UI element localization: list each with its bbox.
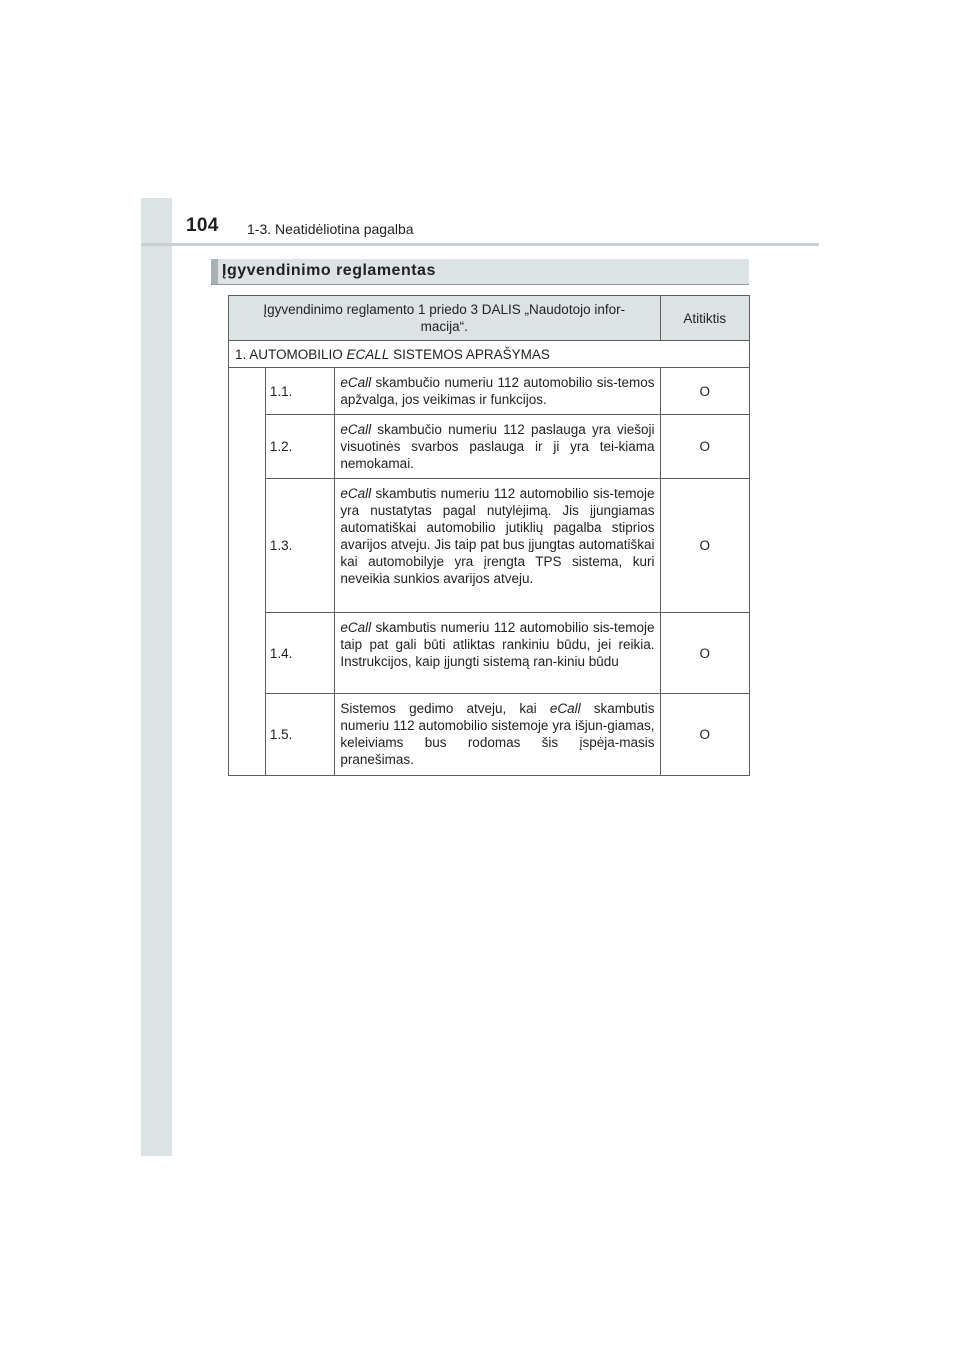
row-compliance-mark: O xyxy=(660,368,750,415)
row-description xyxy=(335,368,660,415)
table-row xyxy=(229,613,750,694)
header-rule xyxy=(141,243,819,246)
table-blank-cell xyxy=(229,368,266,776)
desc-post: skambučio numeriu 112 paslauga yra viešoji visuotinės svarbos paslauga ir ji yra tei-kiama nemokamai. xyxy=(340,422,655,471)
desc-italic: eCall xyxy=(340,486,372,501)
page-number: 104 xyxy=(186,215,219,236)
section-row-italic: ECALL xyxy=(346,346,390,362)
row-description xyxy=(335,415,660,479)
row-compliance-mark: O xyxy=(660,415,750,479)
row-compliance-mark: O xyxy=(660,479,750,613)
table-section-title xyxy=(229,341,750,368)
chapter-title: 1-3. Neatidėliotina pagalba xyxy=(247,221,414,237)
desc-italic: eCall xyxy=(340,620,372,635)
desc-post: skambučio numeriu 112 automobilio sis-temos apžvalga, jos veikimas ir funkcijos. xyxy=(340,375,655,407)
desc-italic: eCall xyxy=(340,375,372,390)
section-row-prefix: 1. AUTOMOBILIO xyxy=(235,346,347,362)
table-header-compliance: Atitiktis xyxy=(660,296,750,341)
desc-italic: eCall xyxy=(340,422,372,437)
table-header-row xyxy=(229,296,750,341)
row-number: 1.5. xyxy=(265,694,335,776)
table-header-requirement: Įgyvendinimo reglamento 1 priedo 3 DALIS „Naudotojo infor-macija“. xyxy=(229,296,661,341)
desc-pre: Sistemos gedimo atveju, kai xyxy=(340,701,550,716)
row-description xyxy=(335,694,660,776)
row-description xyxy=(335,479,660,613)
table-section-row xyxy=(229,341,750,368)
row-number: 1.3. xyxy=(265,479,335,613)
table-row xyxy=(229,368,750,415)
section-row-suffix: SISTEMOS APRAŠYMAS xyxy=(389,346,550,362)
desc-post: skambutis numeriu 112 automobilio sis-temoje yra nustatytas pagal nutylėjimą. Jis įjungiamas automatiškai automobilio jutiklių pagalba stiprios avarijos atveju. Jis taip pat bus įjungtas automatiškai kai automobilyje yra įrengta TPS sistema, kuri neveikia sunkios avarijos atveju. xyxy=(340,486,655,586)
regulation-table xyxy=(228,295,750,776)
table-row xyxy=(229,694,750,776)
row-number: 1.4. xyxy=(265,613,335,694)
desc-italic: eCall xyxy=(549,701,581,716)
desc-post: skambutis numeriu 112 automobilio sis-temoje taip pat gali būti atliktas rankiniu būdu, jei reikia. Instrukcijos, kaip įjungti sistemą ran-kiniu būdu xyxy=(340,620,655,669)
row-number: 1.1. xyxy=(265,368,335,415)
section-title: Įgyvendinimo reglamentas xyxy=(222,262,436,279)
desc-post: skambutis numeriu 112 automobilio sistemoje yra išjun-giamas, keleiviams bus rodomas šis įspėja-masis pranešimas. xyxy=(340,701,655,767)
table-row xyxy=(229,415,750,479)
table-row xyxy=(229,479,750,613)
row-compliance-mark: O xyxy=(660,613,750,694)
side-tab-bar xyxy=(141,198,172,1156)
row-number: 1.2. xyxy=(265,415,335,479)
row-description xyxy=(335,613,660,694)
section-heading-underline xyxy=(211,284,749,285)
row-compliance-mark: O xyxy=(660,694,750,776)
